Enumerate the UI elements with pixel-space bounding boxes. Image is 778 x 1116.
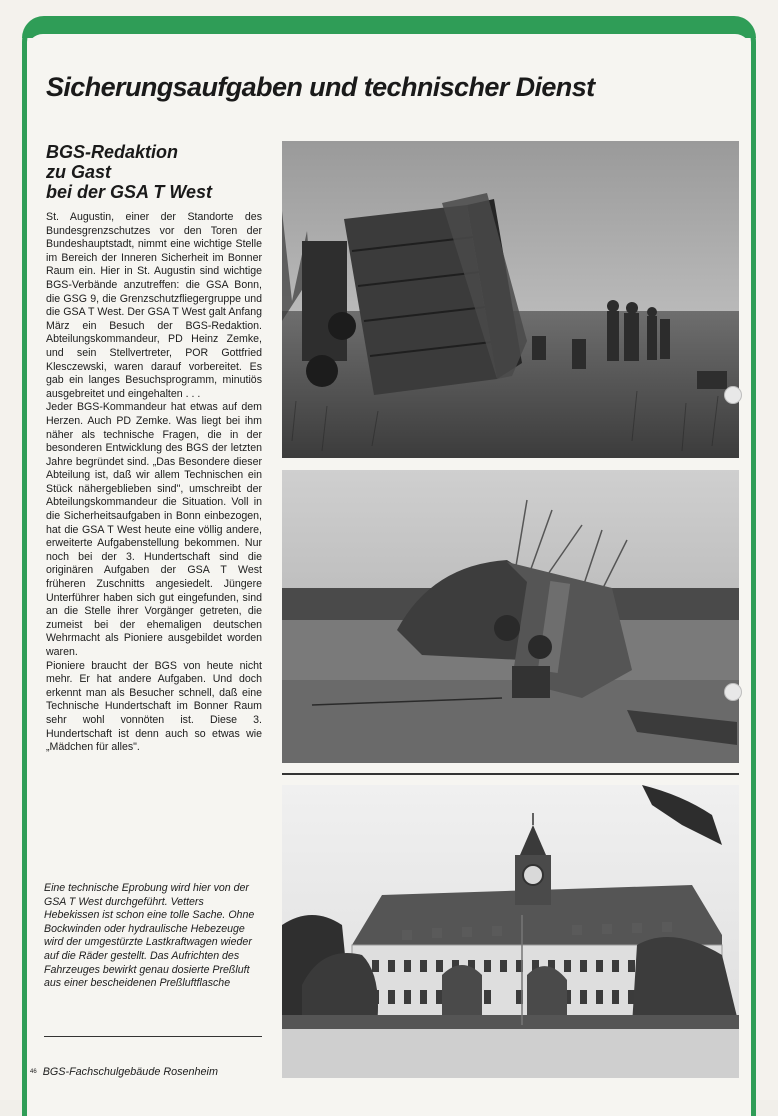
caption-divider: [44, 1036, 262, 1037]
photo-fachschulgebaeude: [282, 785, 739, 1078]
photo-divider: [282, 773, 739, 775]
punch-hole: [724, 683, 742, 701]
body-paragraph: St. Augustin, einer der Standorte des Bundesgrenzschutzes vor den Toren der Bundeshauptstadt, nimmt eine wichtige Stelle im Bereich der Inneren Sicherheit im Bonner Raum ein. Hier in St. Augustin sind wichtige BGS-Verbände anzutreffen: die GSA Bonn, die GSG 9, die Grenzschutzfliegergruppe und die GSA T West. Der GSA T West galt Anfang März ein Besuch der BGS-Redaktion. Abteilungskommandeur, PD Heinz Zemke, und sein Stellvertreter, POR Gottfried Klesczewski, waren darauf vorbereitet. Es gab ein langes Besuchsprogramm, minutiös ausgebreitet und eingehalten . . .: [46, 211, 262, 400]
subhead-line-1: BGS-Redaktion: [46, 142, 179, 162]
page-headline: Sicherungsaufgaben und technischer Dienst: [46, 72, 595, 102]
photo-truck-on-side: [282, 470, 739, 763]
article-subhead: [46, 142, 276, 202]
photo-caption: Eine technische Eprobung wird hier von der GSA T West durchgeführt. Vetters Hebekissen ist schon eine tolle Sache. Ohne Bockwinden oder hydraulische Hebezeuge wird der umgestürzte Lastkraftwagen wieder auf die Räder gestellt. Das Aufrichten des Fahrzeuges bewirkt genau dosierte Preßluft aus einer bescheidenen Preßluftflasche: [44, 882, 255, 990]
photo-overturned-truck: [282, 141, 739, 458]
body-paragraph: Pioniere braucht der BGS von heute nicht mehr. Er hat andere Aufgaben. Und doch erkennt man als Besucher schnell, daß eine Technische Hundertschaft im Bonner Raum sehr wohl vonnöten ist. Diese 3. Hundertschaft ist denn auch so etwas wie „Mädchen für alles".: [46, 659, 262, 754]
page-number: 46: [30, 1069, 37, 1076]
body-paragraph: Jeder BGS-Kommandeur hat etwas auf dem Herzen. Auch PD Zemke. Was liegt bei ihm näher als technische Fragen, die in der besonderen Entwicklung des BGS der letzten Jahre begründet sind. „Das Besondere dieser Abteilung ist, daß wir allem Technischen ein Stück nähergeblieben sind", umschreibt der Abteilungskommandeur die Situation. Voll in die Sicherheitsaufgaben in Bonn einbezogen, hat die GSA T West heute eine völlig andere, erweiterte Aufgabenstellung bekommen. Nur noch bei der 3. Hundertschaft sind die originären Aufgaben der GSA T West früheren Zuschnitts angesiedelt. Jüngere Unterführer haben sich gut eingefunden, sind an die Stelle ihrer Vorgänger getreten, die zumeist bei der ehemaligen deutschen Wehrmacht als Pioniere ausgebildet worden waren.: [46, 401, 262, 658]
frame-inner-fill: [27, 34, 751, 50]
punch-hole: [724, 386, 742, 404]
article-body: [46, 211, 262, 755]
page-footer: [30, 1066, 290, 1078]
footer-caption: BGS-Fachschulgebäude Rosenheim: [42, 1066, 218, 1078]
subhead-line-3: bei der GSA T West: [46, 182, 213, 202]
subhead-line-2: zu Gast: [46, 162, 112, 182]
